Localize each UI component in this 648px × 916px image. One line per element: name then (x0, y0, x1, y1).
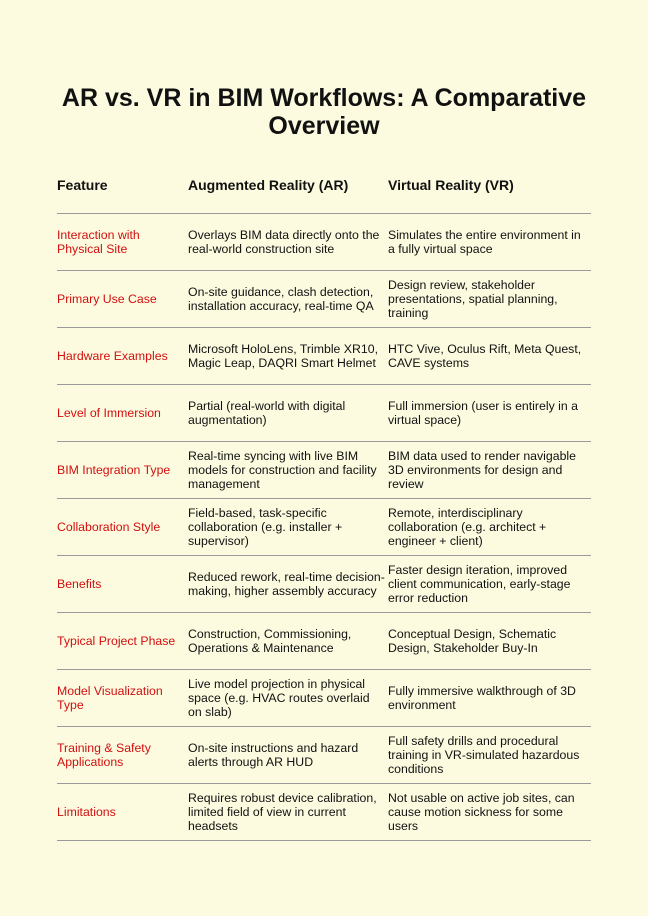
table-row (57, 442, 591, 499)
feature-cell: Benefits (57, 556, 188, 613)
feature-cell: Typical Project Phase (57, 613, 188, 670)
page-title: AR vs. VR in BIM Workflows: A Comparative Overview (61, 84, 587, 140)
table-row (57, 784, 591, 841)
table-row (57, 271, 591, 328)
ar-cell: Construction, Commissioning, Operations & Maintenance (188, 613, 388, 670)
feature-cell: Level of Immersion (57, 385, 188, 442)
header-vr: Virtual Reality (VR) (388, 156, 591, 214)
feature-cell: Collaboration Style (57, 499, 188, 556)
table-row (57, 727, 591, 784)
header-ar: Augmented Reality (AR) (188, 156, 388, 214)
feature-cell: Limitations (57, 784, 188, 841)
ar-cell: Field-based, task-specific collaboration (e.g. installer + supervisor) (188, 499, 388, 556)
feature-cell: Interaction with Physical Site (57, 214, 188, 271)
vr-cell: BIM data used to render navigable 3D environments for design and review (388, 442, 591, 499)
vr-cell: Full immersion (user is entirely in a virtual space) (388, 385, 591, 442)
ar-cell: On-site guidance, clash detection, installation accuracy, real-time QA (188, 271, 388, 328)
ar-cell: Requires robust device calibration, limited field of view in current headsets (188, 784, 388, 841)
vr-cell: Remote, interdisciplinary collaboration (e.g. architect + engineer + client) (388, 499, 591, 556)
vr-cell: Faster design iteration, improved client communication, early-stage error reduction (388, 556, 591, 613)
table-row (57, 499, 591, 556)
comparison-table (57, 156, 591, 841)
vr-cell: Full safety drills and procedural training in VR-simulated hazardous conditions (388, 727, 591, 784)
feature-cell: BIM Integration Type (57, 442, 188, 499)
feature-cell: Training & Safety Applications (57, 727, 188, 784)
table-header-row (57, 156, 591, 214)
ar-cell: Partial (real-world with digital augmentation) (188, 385, 388, 442)
vr-cell: Conceptual Design, Schematic Design, Stakeholder Buy-In (388, 613, 591, 670)
ar-cell: Microsoft HoloLens, Trimble XR10, Magic Leap, DAQRI Smart Helmet (188, 328, 388, 385)
table-row (57, 670, 591, 727)
vr-cell: Not usable on active job sites, can cause motion sickness for some users (388, 784, 591, 841)
ar-cell: Reduced rework, real-time decision-making, higher assembly accuracy (188, 556, 388, 613)
ar-cell: Real-time syncing with live BIM models for construction and facility management (188, 442, 388, 499)
vr-cell: Design review, stakeholder presentations, spatial planning, training (388, 271, 591, 328)
ar-cell: Overlays BIM data directly onto the real-world construction site (188, 214, 388, 271)
table-row (57, 385, 591, 442)
vr-cell: HTC Vive, Oculus Rift, Meta Quest, CAVE systems (388, 328, 591, 385)
table-row (57, 613, 591, 670)
feature-cell: Primary Use Case (57, 271, 188, 328)
table-row (57, 556, 591, 613)
feature-cell: Model Visualization Type (57, 670, 188, 727)
ar-cell: On-site instructions and hazard alerts through AR HUD (188, 727, 388, 784)
vr-cell: Simulates the entire environment in a fully virtual space (388, 214, 591, 271)
ar-cell: Live model projection in physical space (e.g. HVAC routes overlaid on slab) (188, 670, 388, 727)
feature-cell: Hardware Examples (57, 328, 188, 385)
table-row (57, 214, 591, 271)
table-row (57, 328, 591, 385)
vr-cell: Fully immersive walkthrough of 3D environment (388, 670, 591, 727)
header-feature: Feature (57, 156, 188, 214)
